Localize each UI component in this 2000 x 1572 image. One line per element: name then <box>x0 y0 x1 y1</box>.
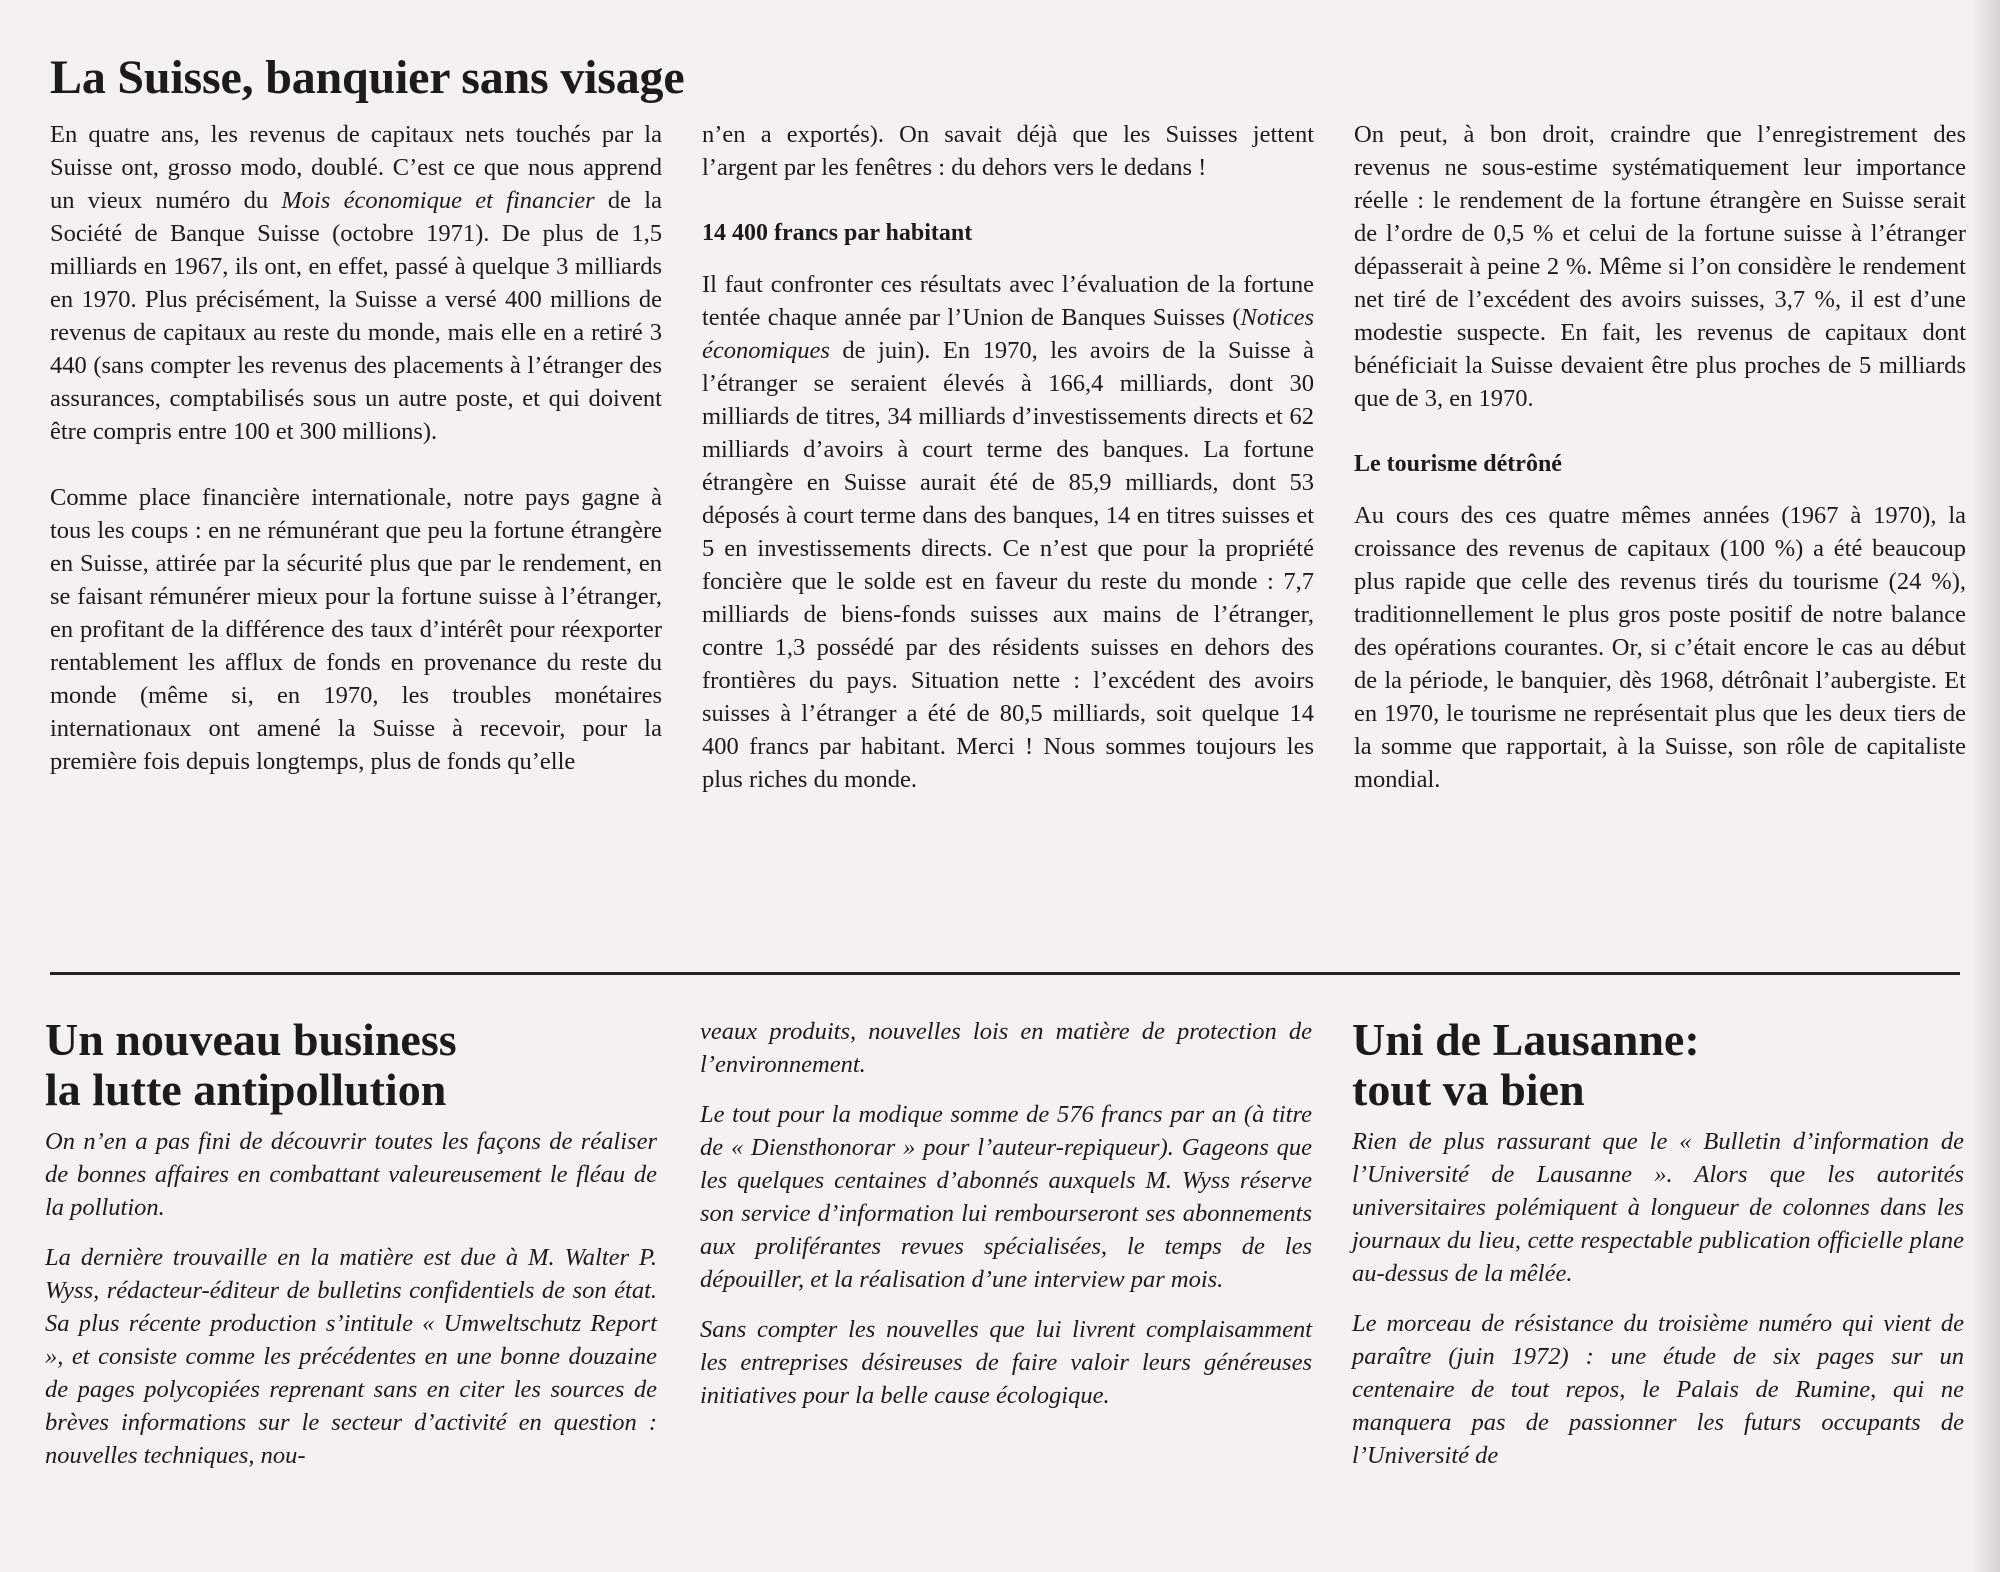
article-title <box>45 1015 657 1115</box>
article-column-1 <box>50 118 662 778</box>
paragraph: La dernière trouvaille en la matière est due à M. Walter P. Wyss, rédacteur-éditeur de bulletins confidentiels de son état. Sa plus récente production s’intitule « Umweltschutz Report », et consiste comme les précédentes en une bonne douzaine de pages polycopiées reprenant sans en citer les sources de brèves informations sur le secteur d’activité en question : nouvelles techniques, nou- <box>45 1244 657 1469</box>
paragraph <box>50 118 662 448</box>
paragraph: Le tout pour la modique somme de 576 francs par an (à titre de « Diensthonorar » pour l’auteur-repiqueur). Gageons que les quelques centaines d’abonnés auxquels M. Wyss réserve son service d’information lui rembourseront ses abonnements aux proliférantes revues spécialisées, le temps de les dépouiller, et la réalisation d’une interview par mois. <box>700 1101 1312 1293</box>
paragraph-text: En quatre ans, les revenus de capitaux nets touchés par la Suisse ont, grosso modo, doublé. C’est ce que nous apprend un vieux numéro du <box>50 121 662 214</box>
section-heading: 14 400 francs par habitant <box>702 220 973 246</box>
article-column-2 <box>702 118 1314 796</box>
section-divider <box>50 972 1960 975</box>
publication-name: Notices économiques <box>702 304 1314 364</box>
title-line: tout va bien <box>1352 1064 1585 1115</box>
article-antipollution-continued <box>700 1015 1312 1429</box>
paragraph: Au cours des ces quatre mêmes années (1967 à 1970), la croissance des revenus de capitaux (100 %) a été beaucoup plus rapide que celle des revenus tirés du tourisme (24 %), traditionnellement le plus gros poste positif de notre balance des opérations courantes. Or, si c’était encore le cas au début de la période, le banquier, dès 1968, détrônait l’aubergiste. Et en 1970, le tourisme ne représentait plus que les deux tiers de la somme que rapportait, à la Suisse, son rôle de capitaliste mondial. <box>1354 502 1966 793</box>
title-line: Un nouveau business <box>45 1014 457 1065</box>
paragraph: Sans compter les nouvelles que lui livrent complaisamment les entreprises désireuses de faire valoir leurs généreuses initiatives pour la belle cause écologique. <box>700 1316 1312 1409</box>
article-column-3 <box>1354 118 1966 796</box>
paragraph-text: de la Société de Banque Suisse (octobre 1971). De plus de 1,5 milliards en 1967, ils ont, en effet, passé à quelque 3 milliards en 1970. Plus précisément, la Suisse a versé 400 millions de revenus de capitaux au reste du monde, mais elle en a retiré 3 440 (sans compter les revenus des placements à l’étranger des assurances, comptabilisés sous un autre poste, et qui doivent être compris entre 100 et 300 millions). <box>50 187 662 445</box>
article-title: La Suisse, banquier sans visage <box>50 51 685 104</box>
section-heading: Le tourisme détrôné <box>1354 451 1562 477</box>
paragraph <box>702 268 1314 796</box>
title-line: la lutte antipollution <box>45 1064 447 1115</box>
article-lausanne <box>1352 1015 1964 1489</box>
paragraph: Le morceau de résistance du troisième numéro qui vient de paraître (juin 1972) : une étude de six pages sur un centenaire de tout repos, le Palais de Rumine, qui ne manquera pas de passionner les futurs occupants de l’Université de <box>1352 1310 1964 1469</box>
publication-name: Mois économique et financier <box>281 187 595 214</box>
paragraph-text: Il faut confronter ces résultats avec l’évaluation de la fortune tentée chaque année par l’Union de Banques Suisses ( <box>702 271 1314 331</box>
paragraph: On n’en a pas fini de découvrir toutes les façons de réaliser de bonnes affaires en combattant valeureusement le fléau de la pollution. <box>45 1128 657 1221</box>
article-title <box>1352 1015 1964 1115</box>
paragraph: n’en a exportés). On savait déjà que les Suisses jettent l’argent par les fenêtres : du dehors vers le dedans ! <box>702 121 1314 181</box>
paragraph: Comme place financière internationale, notre pays gagne à tous les coups : en ne rémunérant que peu la fortune étrangère en Suisse, attirée par la sécurité plus que par le rendement, en se faisant rémunérer mieux pour la fortune suisse à l’étranger, en profitant de la différence des taux d’intérêt pour réexporter rentablement les afflux de fonds en provenance du reste du monde (même si, en 1970, les troubles monétaires internationaux ont amené la Suisse à recevoir, pour la première fois depuis longtemps, plus de fonds qu’elle <box>50 484 662 775</box>
paragraph: On peut, à bon droit, craindre que l’enregistrement des revenus ne sous-estime systématiquement leur importance réelle : le rendement de la fortune étrangère en Suisse serait de l’ordre de 0,5 % et celui de la fortune suisse à l’étranger dépasserait à peine 2 %. Même si l’on considère le rendement net tiré de l’excédent des avoirs suisses, 3,7 %, il est d’une modestie suspecte. En fait, les revenus de capitaux dont bénéficiait la Suisse devaient être plus proches de 5 milliards que de 3, en 1970. <box>1354 121 1966 412</box>
title-line: Uni de Lausanne: <box>1352 1014 1700 1065</box>
paragraph-text: de juin). En 1970, les avoirs de la Suisse à l’étranger se seraient élevés à 166,4 milliards, dont 30 milliards de titres, 34 milliards d’investissements directs et 62 milliards d’avoirs à court terme des banques. La fortune étrangère en Suisse aurait été de 85,9 milliards, dont 53 déposés à court terme dans des banques, 14 en titres suisses et 5 en investissements directs. Ce n’est que pour la propriété foncière que le solde est en faveur du reste du monde : 7,7 milliards de biens-fonds suisses aux mains de l’étranger, contre 1,3 possédé par des résidents suisses en dehors des frontières du pays. Situation nette : l’excédent des avoirs suisses à l’étranger a été de 80,5 milliards, soit quelque 14 400 francs par habitant. Merci ! Nous sommes toujours les plus riches du monde. <box>702 337 1314 793</box>
article-antipollution <box>45 1015 657 1489</box>
page-edge-shadow <box>1970 0 2000 1572</box>
paragraph: Rien de plus rassurant que le « Bulletin d’information de l’Université de Lausanne ». Alors que les autorités universitaires polémiquent à longueur de colonnes dans les journaux du lieu, cette respectable publication officielle plane au-dessus de la mêlée. <box>1352 1128 1964 1287</box>
paragraph: veaux produits, nouvelles lois en matière de protection de l’environnement. <box>700 1018 1312 1078</box>
